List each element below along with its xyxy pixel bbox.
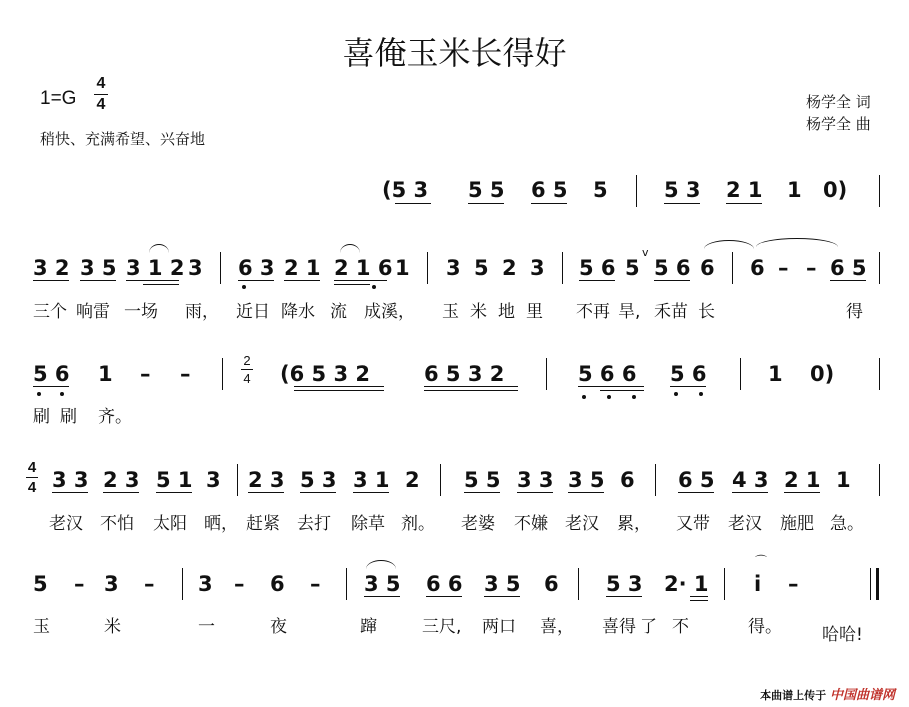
lyric: 老汉 <box>565 514 599 534</box>
lyric: 近日 <box>236 302 270 322</box>
time-signature <box>94 76 108 113</box>
note-group: 5 <box>593 178 608 202</box>
note-group: (6 5 3 2 <box>280 362 370 386</box>
note-group: 5 5 <box>468 178 505 202</box>
note-group: 4 3 <box>732 468 769 492</box>
barline <box>578 568 579 600</box>
note-group: – <box>778 256 789 280</box>
note-group: 5 3 <box>664 178 701 202</box>
barline <box>732 252 733 284</box>
lyric: 响雷 <box>76 302 110 322</box>
note-group: 6 3 <box>238 256 275 280</box>
lyric: 夜 <box>270 617 287 637</box>
note-group: 3 1 <box>353 468 390 492</box>
note-group: 5 6 <box>33 362 70 386</box>
lyric: 施肥 <box>780 514 814 534</box>
note-group: 5 6 <box>579 256 616 280</box>
note-group: 2 1 <box>284 256 321 280</box>
lyric: 得。 <box>748 617 782 637</box>
site-logo: 中国曲谱网 <box>829 688 895 703</box>
lyric: 老汉 <box>49 514 83 534</box>
note-group: 2 3 <box>248 468 285 492</box>
barline <box>220 252 221 284</box>
lyric: 喜得 <box>602 617 636 637</box>
note-group: 2 1 <box>784 468 821 492</box>
lyric: 老汉 <box>728 514 762 534</box>
lyricist-credit: 杨学全 词 <box>806 93 871 111</box>
upload-text: 本曲谱上传于 <box>760 689 827 702</box>
note-group: 5 3 <box>300 468 337 492</box>
note-group: 0) <box>823 178 848 202</box>
note-group: 5 6 <box>670 362 707 386</box>
lyric: 又带 <box>676 514 710 534</box>
barline <box>879 175 880 207</box>
lyric: 两口 <box>482 617 516 637</box>
lyric: 玉 <box>442 302 459 322</box>
lyric: 不怕 <box>100 514 134 534</box>
note-group: 3 <box>104 572 119 596</box>
note-group: 5 1 <box>156 468 193 492</box>
lyric: 长 <box>698 302 715 322</box>
note-group: 3 5 <box>80 256 117 280</box>
time-change-bottom: 4 <box>27 479 37 496</box>
note-group: – <box>140 362 151 386</box>
lyric: 不再 <box>576 302 610 322</box>
lyric: 剂。 <box>401 514 435 534</box>
note-group: 6 <box>700 256 715 280</box>
note-group: 6 <box>750 256 765 280</box>
lyric: 米 <box>104 617 121 637</box>
note-group: 5 6 <box>654 256 691 280</box>
page-title: 喜俺玉米长得好 <box>342 34 567 72</box>
note-group: 6 6 <box>426 572 463 596</box>
lyric: 一 <box>198 617 215 637</box>
note-group: – <box>74 572 85 596</box>
note-group: 3 <box>446 256 461 280</box>
lyric: 累， <box>617 514 651 534</box>
lyric: 不 <box>672 617 689 637</box>
note-group: 2 1 <box>726 178 763 202</box>
lyric: 刷 <box>33 407 50 427</box>
barline <box>427 252 428 284</box>
key-signature: 1=G <box>40 88 77 109</box>
note-group: 3 5 <box>364 572 401 596</box>
lyric: 地 <box>498 302 515 322</box>
note-group: – <box>144 572 155 596</box>
barline <box>724 568 725 600</box>
note-group: – <box>806 256 817 280</box>
lyric: 雨， <box>185 302 219 322</box>
note-group: 5 <box>474 256 489 280</box>
lyric: 哈哈! <box>822 625 863 645</box>
note-group: 6 5 <box>531 178 568 202</box>
lyric: 禾苗 <box>654 302 688 322</box>
lyric: 赶紧 <box>246 514 280 534</box>
note-group: – <box>310 572 321 596</box>
note-group: 6 5 3 2 <box>424 362 505 386</box>
barline <box>562 252 563 284</box>
composer-credit: 杨学全 曲 <box>806 115 871 133</box>
site-watermark <box>760 684 895 703</box>
note-group: 3 <box>188 256 203 280</box>
final-barline <box>870 568 871 600</box>
note-group: – <box>788 572 799 596</box>
note-group: 3 3 <box>52 468 89 492</box>
note-group: 5 <box>625 256 640 280</box>
barline <box>636 175 637 207</box>
barline <box>546 358 547 390</box>
lyric: 旱, <box>618 302 641 322</box>
barline <box>222 358 223 390</box>
note-group: 2· 1 <box>664 572 709 596</box>
lyric: 降水 <box>281 302 315 322</box>
lyric: 除草 <box>351 514 385 534</box>
lyric: 米 <box>470 302 487 322</box>
note-group: 6 <box>620 468 635 492</box>
note-group: 1 <box>836 468 851 492</box>
note-group: 5 <box>33 572 48 596</box>
note-group: 5 5 <box>464 468 501 492</box>
lyric: 了 <box>640 617 657 637</box>
lyric: 三个 <box>33 302 67 322</box>
lyric: 成溪， <box>364 302 415 322</box>
barline <box>879 252 880 284</box>
lyric: 得 <box>846 302 863 322</box>
note-group: – <box>234 572 245 596</box>
note-group: 2 <box>405 468 420 492</box>
note-group: 2 3 <box>103 468 140 492</box>
note-group: 3 5 <box>484 572 521 596</box>
lyric: 喜， <box>540 617 574 637</box>
lyric: 三尺, <box>422 617 462 637</box>
lyric: 老婆 <box>461 514 495 534</box>
note-group: 3 5 <box>568 468 605 492</box>
note-group: 6 <box>544 572 559 596</box>
note-group: 3 3 <box>517 468 554 492</box>
time-change-top: 4 <box>27 459 37 476</box>
note-group: 1 <box>768 362 783 386</box>
note-group: 1 <box>395 256 410 280</box>
lyric: 不嫌 <box>514 514 548 534</box>
time-change-bottom: 4 <box>243 371 251 386</box>
note-group: 3 <box>198 572 213 596</box>
barline <box>346 568 347 600</box>
lyric: 蹿 <box>360 617 377 637</box>
time-change-4-4 <box>26 460 38 495</box>
lyric: 里 <box>526 302 543 322</box>
note-group: 6 5 <box>678 468 715 492</box>
time-signature-top: 4 <box>96 75 106 92</box>
note-group: – <box>180 362 191 386</box>
lyric: 晒， <box>204 514 238 534</box>
barline <box>237 464 238 496</box>
note-group: 6 5 <box>830 256 867 280</box>
barline <box>440 464 441 496</box>
note-group: 0) <box>810 362 835 386</box>
tempo-marking: 稍快、充满希望、兴奋地 <box>40 130 206 148</box>
barline <box>182 568 183 600</box>
note-group: i <box>754 572 762 596</box>
lyric: 流 <box>330 302 347 322</box>
time-signature-bottom: 4 <box>96 96 106 113</box>
lyric: 齐。 <box>98 407 132 427</box>
barline <box>655 464 656 496</box>
lyric: 去打 <box>297 514 331 534</box>
note-group: 3 2 <box>33 256 70 280</box>
note-group: 2 <box>502 256 517 280</box>
barline <box>879 358 880 390</box>
note-group: 1 <box>787 178 802 202</box>
lyric: 刷 <box>60 407 77 427</box>
lyric: 一场 <box>124 302 158 322</box>
lyric: 急。 <box>830 514 864 534</box>
note-group: 3 <box>206 468 221 492</box>
barline <box>879 464 880 496</box>
lyric: 玉 <box>33 617 50 637</box>
note-group: 1 <box>98 362 113 386</box>
note-group: 3 1 2 <box>126 256 185 280</box>
time-change-2-4 <box>241 354 253 385</box>
note-group: 5 3 <box>606 572 643 596</box>
note-group: 2 1 6 <box>334 256 393 280</box>
note-group: 3 <box>530 256 545 280</box>
time-change-top: 2 <box>243 353 251 368</box>
note-group: 6 <box>270 572 285 596</box>
note-group: 5 6 6 <box>578 362 637 386</box>
final-barline-thick <box>876 568 879 600</box>
barline <box>740 358 741 390</box>
note-group: (5 3 <box>382 178 429 202</box>
lyric: 太阳 <box>153 514 187 534</box>
